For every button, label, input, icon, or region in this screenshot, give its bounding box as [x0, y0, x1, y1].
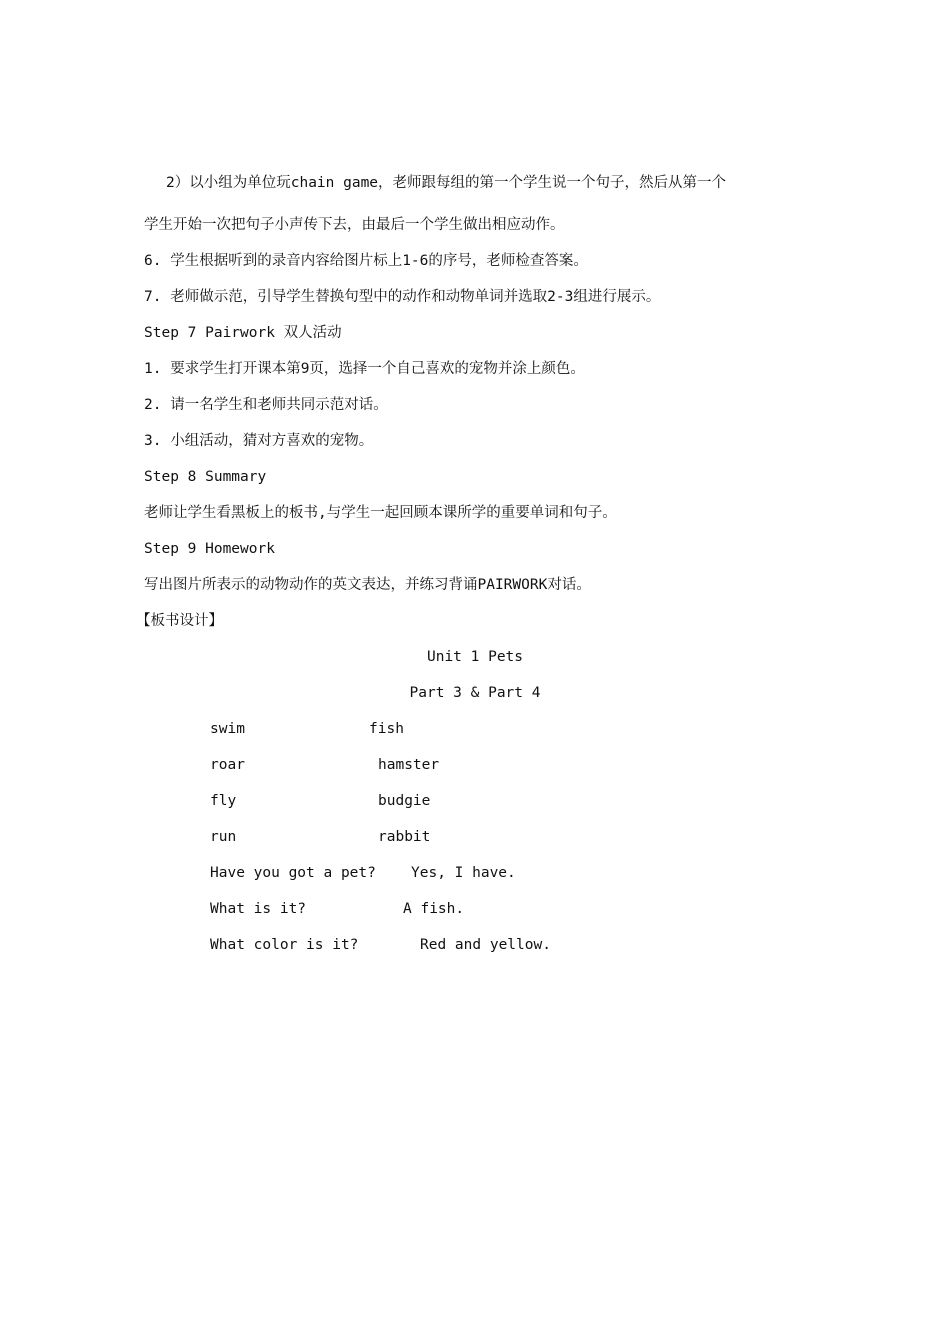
paragraph-item-6: 6. 学生根据听到的录音内容给图片标上1-6的序号，老师检查答案。	[144, 253, 588, 269]
board-word-right: hamster	[378, 757, 440, 773]
board-word-left: fly	[210, 793, 237, 809]
step-9-heading: Step 9 Homework	[144, 541, 275, 557]
paragraph-chain-game: 2）以小组为单位玩chain game，老师跟每组的第一个学生说一个句子，然后从第一个	[166, 175, 727, 191]
board-sentence-answer: A fish.	[403, 901, 465, 917]
step-8-text: 老师让学生看黑板上的板书,与学生一起回顾本课所学的重要单词和句子。	[144, 505, 617, 521]
board-sentence-question: What color is it?	[210, 937, 359, 953]
board-word-left: swim	[210, 721, 245, 737]
step-8-heading: Step 8 Summary	[144, 469, 267, 485]
step-7-heading: Step 7 Pairwork 双人活动	[144, 325, 342, 341]
board-word-left: roar	[210, 757, 245, 773]
board-sentence-answer: Yes, I have.	[411, 865, 516, 881]
paragraph-chain-game-cont: 学生开始一次把句子小声传下去，由最后一个学生做出相应动作。	[144, 217, 565, 233]
board-title: Unit 1 Pets	[426, 649, 524, 665]
board-word-right: fish	[369, 721, 404, 737]
step-7-item-2: 2. 请一名学生和老师共同示范对话。	[144, 397, 388, 413]
board-word-left: run	[210, 829, 237, 845]
paragraph-item-7: 7. 老师做示范，引导学生替换句型中的动作和动物单词并选取2-3组进行展示。	[144, 289, 661, 305]
step-9-text: 写出图片所表示的动物动作的英文表达，并练习背诵PAIRWORK对话。	[144, 577, 591, 593]
board-subtitle: Part 3 & Part 4	[409, 685, 541, 701]
board-design-heading: 【板书设计】	[136, 613, 223, 629]
step-7-item-3: 3. 小组活动，猜对方喜欢的宠物。	[144, 433, 374, 449]
board-sentence-question: Have you got a pet?	[210, 865, 376, 881]
board-sentence-answer: Red and yellow.	[420, 937, 551, 953]
board-word-right: budgie	[378, 793, 431, 809]
board-word-right: rabbit	[378, 829, 431, 845]
board-sentence-question: What is it?	[210, 901, 307, 917]
step-7-item-1: 1. 要求学生打开课本第9页，选择一个自己喜欢的宠物并涂上颜色。	[144, 361, 585, 377]
